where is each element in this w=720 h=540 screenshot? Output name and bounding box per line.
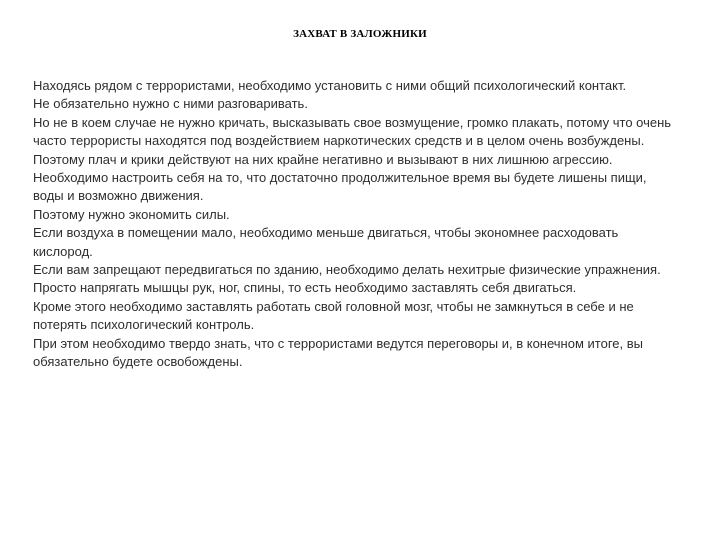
document-title: ЗАХВАТ В ЗАЛОЖНИКИ <box>293 28 427 40</box>
paragraph: Если воздуха в помещении мало, необходимо меньше двигаться, чтобы экономнее расходовать кислород. <box>33 225 619 259</box>
paragraph: Если вам запрещают передвигаться по зданию, необходимо делать нехитрые физические упражнения. Просто напрягать мышцы рук, ног, спины, то есть необходимо заставлять себя двигаться. <box>33 262 661 296</box>
paragraph: Не обязательно нужно с ними разговаривать. <box>33 96 308 112</box>
paragraph: Поэтому нужно экономить силы. <box>33 206 230 222</box>
paragraph: Но не в коем случае не нужно кричать, высказывать свое возмущение, громко плакать, потому что очень часто террористы находятся под воздействием наркотических средств и в целом очень возбуждены. <box>33 114 672 149</box>
paragraph: Кроме этого необходимо заставлять работать свой головной мозг, чтобы не замкнуться в себе и не потерять психологический контроль. <box>33 298 634 333</box>
paragraph: Поэтому плач и крики действуют на них крайне негативно и вызывают в них лишнюю агрессию. <box>33 151 613 167</box>
body-text <box>33 77 673 372</box>
paragraph: Находясь рядом с террористами, необходимо установить с ними общий психологический контакт. <box>33 78 627 93</box>
paragraph: При этом необходимо твердо знать, что с террористами ведутся переговоры и, в конечном итоге, вы обязательно будете освобождены. <box>33 335 643 370</box>
paragraph: Необходимо настроить себя на то, что достаточно продолжительное время вы будете лишены пищи, воды и возможно движения. <box>33 170 647 204</box>
